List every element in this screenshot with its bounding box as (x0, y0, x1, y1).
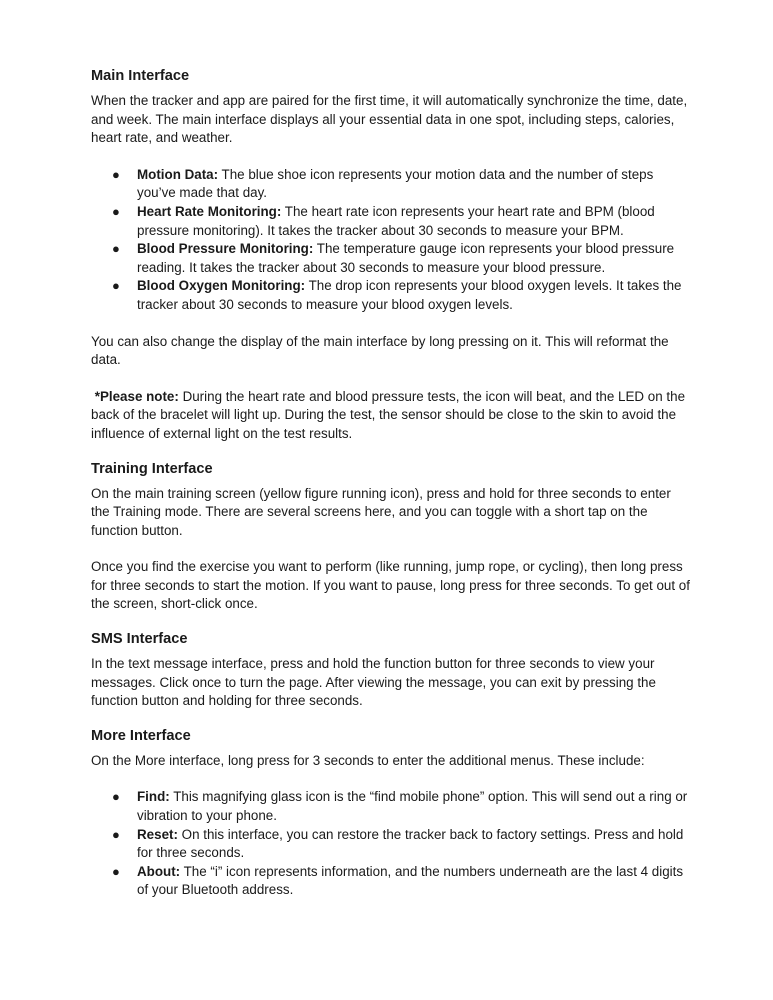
list-item (91, 166, 691, 203)
bullet-label: About: (137, 863, 181, 879)
bullet-icon: ● (112, 826, 120, 842)
bullet-icon: ● (112, 789, 120, 805)
bullet-icon: ● (112, 863, 120, 879)
main-interface-bullet-list (91, 166, 691, 315)
main-interface-intro: When the tracker and app are paired for the first time, it will automatically synchronize the time, date, and week. The main interface displays all your essential data in one spot, including steps, calories, heart rate, and weather. (91, 93, 688, 146)
more-interface-intro: On the More interface, long press for 3 seconds to enter the additional menus. These include: (91, 752, 645, 768)
note-text: During the heart rate and blood pressure tests, the icon will beat, and the LED on the back of the bracelet will light up. During the test, the sensor should be close to the skin to avoid the influence of external light on the test results. (91, 388, 686, 441)
bullet-label: Reset: (137, 826, 178, 842)
list-item (91, 826, 691, 863)
bullet-text: The temperature gauge icon represents your blood pressure reading. It takes the tracker about 30 seconds to measure your blood pressure. (137, 241, 675, 275)
bullet-label: Blood Pressure Monitoring: (137, 241, 314, 257)
note-label: *Please note: (94, 388, 179, 404)
bullet-text: On this interface, you can restore the tracker back to factory settings. Press and hold for three seconds. (137, 826, 684, 861)
training-paragraph-1: On the main training screen (yellow figure running icon), press and hold for three seconds to enter the Training mode. There are several screens here, and you can toggle with a short tap on the function button. (91, 485, 671, 538)
bullet-icon: ● (112, 166, 120, 182)
bullet-icon: ● (112, 278, 120, 294)
section-heading-main-interface: Main Interface (91, 68, 190, 84)
bullet-icon: ● (112, 241, 120, 257)
list-item (91, 863, 691, 900)
more-interface-bullet-list (91, 788, 691, 900)
list-item (91, 788, 691, 825)
list-item (91, 203, 691, 240)
section-heading-training-interface: Training Interface (91, 460, 213, 477)
bullet-text: The blue shoe icon represents your motion data and the number of steps you’ve made that day. (137, 166, 654, 201)
section-heading-more-interface: More Interface (91, 727, 191, 744)
main-interface-display-paragraph: You can also change the display of the main interface by long pressing on it. This will reformat the data. (91, 333, 669, 368)
bullet-text: The “i” icon represents information, and the numbers underneath are the last 4 digits of your Bluetooth address. (137, 863, 684, 898)
bullet-text: The heart rate icon represents your heart rate and BPM (blood pressure monitoring). It takes the tracker about 30 seconds to measure your BPM. (137, 203, 655, 238)
bullet-label: Motion Data: (137, 166, 219, 182)
bullet-label: Blood Oxygen Monitoring: (137, 278, 306, 294)
bullet-text: This magnifying glass icon is the “find mobile phone” option. This will send out a ring or vibration to your phone. (137, 789, 688, 824)
bullet-label: Heart Rate Monitoring: (137, 203, 282, 219)
section-heading-sms-interface: SMS Interface (91, 631, 188, 648)
bullet-text: The drop icon represents your blood oxygen levels. It takes the tracker about 30 seconds to measure your blood oxygen levels. (137, 278, 682, 312)
sms-paragraph: In the text message interface, press and hold the function button for three seconds to view your messages. Click once to turn the page. After viewing the message, you can exit by pressing the function button and holding for three seconds. (91, 656, 656, 709)
document-page (91, 66, 691, 900)
training-paragraph-2: Once you find the exercise you want to perform (like running, jump rope, or cycling), then long press for three seconds to start the motion. If you want to pause, long press for three seconds. To get out of the screen, short-click once. (91, 559, 690, 612)
list-item (91, 277, 691, 314)
bullet-icon: ● (112, 203, 120, 219)
please-note-paragraph (91, 388, 691, 444)
list-item (91, 240, 691, 277)
bullet-label: Find: (137, 789, 170, 805)
